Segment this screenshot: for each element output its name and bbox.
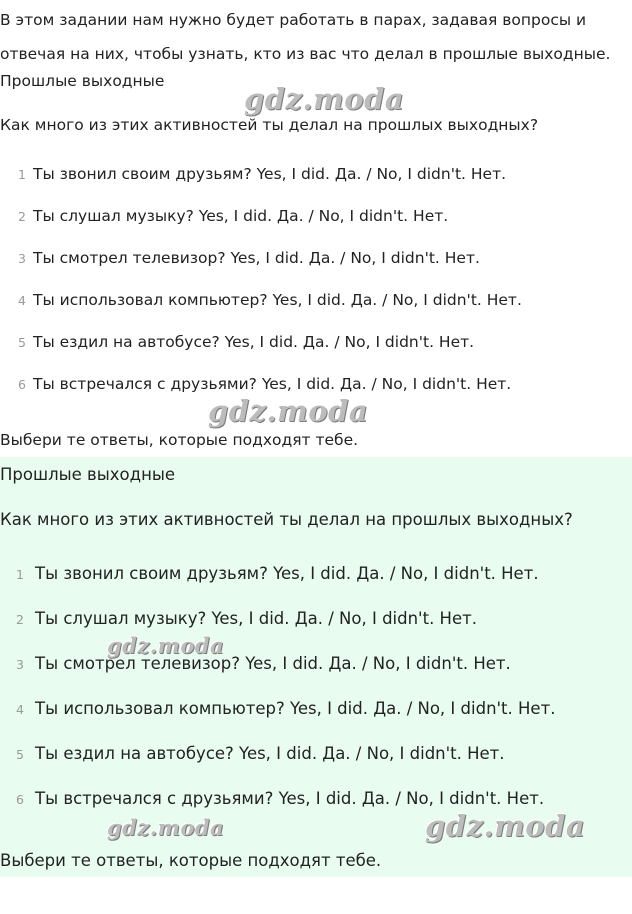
item-number: 4	[18, 293, 26, 308]
item-number: 3	[16, 657, 24, 672]
answer-list-item	[0, 699, 555, 718]
answer-list-item	[0, 789, 544, 808]
item-number: 1	[16, 567, 24, 582]
list-item	[0, 332, 474, 351]
answer-list-item	[0, 564, 539, 583]
item-text: Ты звонил своим друзьям? Yes, I did. Да. / No, I didn't. Нет.	[35, 564, 539, 583]
item-text: Ты встречался с друзьями? Yes, I did. Да. / No, I didn't. Нет.	[33, 375, 512, 393]
list-item	[0, 290, 522, 309]
item-text: Ты слушал музыку? Yes, I did. Да. / No, I didn't. Нет.	[33, 207, 449, 225]
answer-question: Как много из этих активностей ты делал на прошлых выходных?	[0, 510, 573, 529]
item-number: 2	[16, 612, 24, 627]
section-heading: Прошлые выходные	[0, 72, 165, 90]
intro-text: В этом задании нам нужно будет работать в парах, задавая вопросы и отвечая на них, чтобы узнать, кто из вас что делал в прошлые выходные.	[0, 11, 611, 63]
item-text: Ты смотрел телевизор? Yes, I did. Да. / No, I didn't. Нет.	[33, 249, 480, 267]
answer-heading: Прошлые выходные	[0, 465, 176, 484]
footer-text: Выбери те ответы, которые подходят тебе.	[0, 431, 359, 449]
item-number: 4	[16, 702, 24, 717]
answer-footer: Выбери те ответы, которые подходят тебе.	[0, 851, 382, 870]
item-number: 3	[18, 251, 26, 266]
item-text: Ты звонил своим друзьям? Yes, I did. Да. / No, I didn't. Нет.	[33, 165, 507, 183]
item-number: 5	[16, 747, 24, 762]
item-text: Ты смотрел телевизор? Yes, I did. Да. / No, I didn't. Нет.	[35, 654, 511, 673]
item-text: Ты ездил на автобусе? Yes, I did. Да. / No, I didn't. Нет.	[35, 744, 505, 763]
answer-list-item	[0, 609, 477, 628]
item-text: Ты использовал компьютер? Yes, I did. Да. / No, I didn't. Нет.	[35, 699, 556, 718]
question-text: Как много из этих активностей ты делал на прошлых выходных?	[0, 116, 539, 134]
watermark: gdz.moda	[244, 82, 405, 116]
item-number: 6	[16, 792, 24, 807]
list-item	[0, 248, 480, 267]
watermark: gdz.moda	[107, 633, 225, 658]
item-number: 1	[18, 167, 26, 182]
item-number: 5	[18, 335, 26, 350]
answer-list-item	[0, 744, 505, 763]
item-number: 6	[18, 377, 26, 392]
item-number: 2	[18, 209, 26, 224]
item-text: Ты слушал музыку? Yes, I did. Да. / No, I didn't. Нет.	[35, 609, 477, 628]
list-item	[0, 206, 448, 225]
watermark: gdz.moda	[107, 815, 225, 840]
item-text: Ты ездил на автобусе? Yes, I did. Да. / No, I didn't. Нет.	[33, 333, 475, 351]
answer-list-item	[0, 654, 511, 673]
item-text: Ты встречался с друзьями? Yes, I did. Да. / No, I didn't. Нет.	[35, 789, 545, 808]
watermark: gdz.moda	[425, 809, 586, 843]
list-item	[0, 374, 511, 393]
item-text: Ты использовал компьютер? Yes, I did. Да. / No, I didn't. Нет.	[33, 291, 522, 309]
watermark: gdz.moda	[208, 394, 369, 428]
list-item	[0, 164, 506, 183]
